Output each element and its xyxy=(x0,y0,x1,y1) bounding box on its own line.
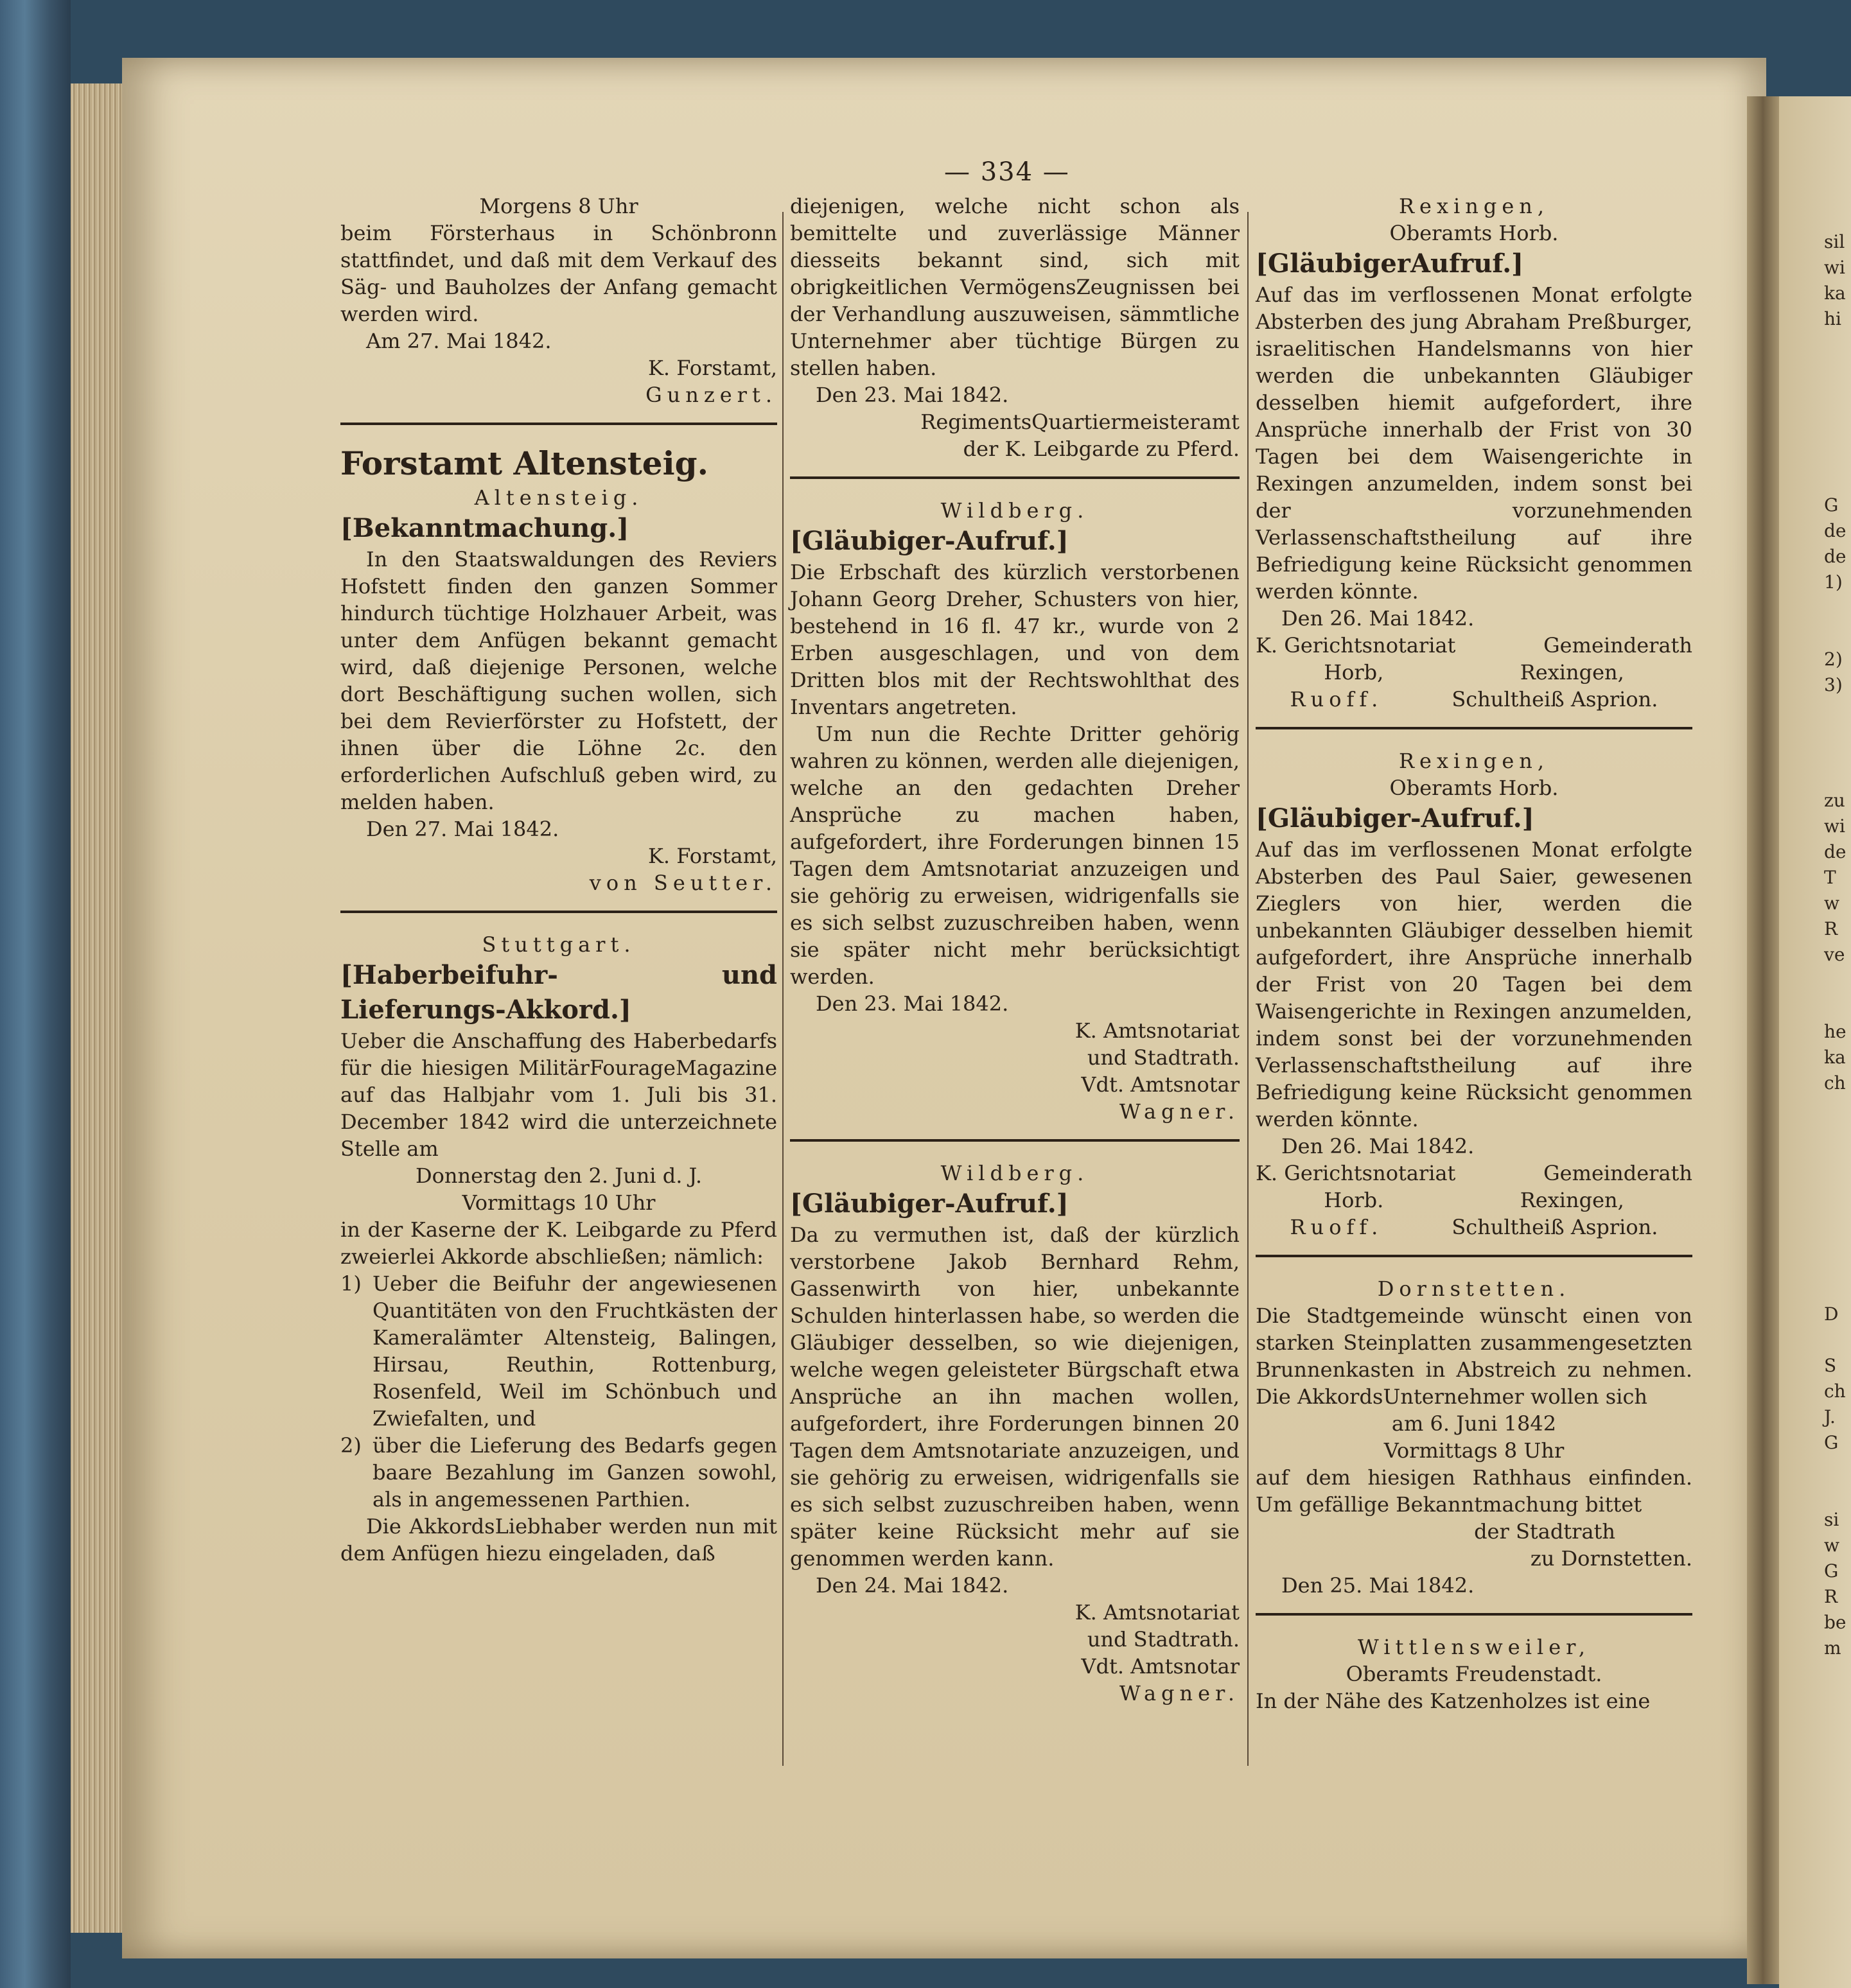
notice-title: [GläubigerAufruf.] xyxy=(1256,248,1524,279)
next-page-fragment: wi xyxy=(1824,815,1845,837)
next-page-fragment: G xyxy=(1824,1432,1839,1453)
column-3 xyxy=(1256,193,1692,1714)
notice-signature: K. Amtsnotariat xyxy=(1075,1600,1240,1625)
next-page-fragment: hi xyxy=(1824,308,1841,329)
signature-right: Gemeinderath xyxy=(1543,633,1692,658)
notice-signature: der Stadtrath xyxy=(1474,1519,1615,1544)
next-page-strip xyxy=(1779,96,1851,1988)
next-page-fragment: w xyxy=(1824,1535,1839,1556)
notice-date: Den 26. Mai 1842. xyxy=(1281,606,1475,631)
notice-signature: Vdt. Amtsnotar xyxy=(1081,1072,1240,1097)
notice-subplace: Oberamts Horb. xyxy=(1389,776,1559,800)
page-edges xyxy=(71,83,122,1933)
section-rule xyxy=(790,476,1240,479)
book-spine xyxy=(0,0,71,1988)
signature-row xyxy=(1256,1160,1692,1187)
notice-line: Donnerstag den 2. Juni d. J. xyxy=(415,1164,703,1188)
next-page-fragment: 1) xyxy=(1824,571,1843,593)
signature-right: Schultheiß Asprion. xyxy=(1452,687,1658,711)
list-item xyxy=(340,1432,777,1513)
next-page-fragment: 2) xyxy=(1824,649,1843,670)
notice-text: in der Kaserne der K. Leibgarde zu Pferd zweierlei Akkorde abschließen; nämlich: xyxy=(340,1217,777,1269)
next-page-fragment: R xyxy=(1824,1586,1838,1607)
notice-line: am 6. Juni 1842 xyxy=(1391,1411,1557,1436)
signature-right: Schultheiß Asprion. xyxy=(1452,1215,1658,1239)
signature-right: Gemeinderath xyxy=(1543,1161,1692,1185)
notice-place: Wildberg. xyxy=(940,498,1089,523)
notice-signature: zu Dornstetten. xyxy=(1530,1546,1692,1571)
column-divider xyxy=(1247,212,1249,1766)
book-gutter xyxy=(1747,96,1779,1984)
next-page-fragment: ka xyxy=(1824,1047,1846,1068)
signature-left: Horb, xyxy=(1324,660,1384,684)
notice-text: Die AkkordsLiebhaber werden nun mit dem Anfügen hiezu eingeladen, daß xyxy=(340,1514,777,1565)
next-page-fragment: de xyxy=(1824,546,1847,567)
section-rule xyxy=(1256,727,1692,729)
section-rule xyxy=(340,911,777,913)
notice-date: Am 27. Mai 1842. xyxy=(366,329,552,353)
next-page-fragment: 3) xyxy=(1824,674,1843,695)
notice-text: Die Stadtgemeinde wünscht einen von starken Steinplatten zusammengesetzten Brunnenkasten in Abstreich zu nehmen. Die AkkordsUnternehmer wollen sich xyxy=(1256,1304,1692,1409)
notice-text: Auf das im verflossenen Monat erfolgte Absterben des Paul Saier, gewesenen Zieglers von hier, werden die unbekannten Gläubiger desselben hiemit aufgefordert, ihre Ansprüche innerhalb der Frist von 20 Tagen bei dem Waisengerichte in Rexingen anzumelden, indem sonst bei der vorzunehmenden Verlassenschaftstheilung auf ihre Befriedigung keine Rücksicht genommen werden könnte. xyxy=(1256,837,1692,1131)
notice-place: Stuttgart. xyxy=(482,932,636,957)
next-page-fragment: si xyxy=(1824,1509,1839,1530)
notice-place: Rexingen, xyxy=(1398,194,1550,218)
notice-signature: K. Forstamt, xyxy=(648,356,777,380)
notice-place: Wittlensweiler, xyxy=(1357,1635,1591,1659)
notice-date: Den 24. Mai 1842. xyxy=(816,1573,1009,1598)
notice-subplace: Oberamts Horb. xyxy=(1389,221,1559,245)
signature-right: Rexingen, xyxy=(1520,1188,1624,1212)
column-1 xyxy=(340,193,777,1567)
next-page-fragment: zu xyxy=(1824,790,1845,811)
section-rule xyxy=(1256,1613,1692,1616)
notice-date: Den 26. Mai 1842. xyxy=(1281,1134,1475,1158)
notice-text: In den Staatswaldungen des Reviers Hofstett finden den ganzen Sommer hindurch tüchtige Holzhauer Arbeit, was unter dem Anfügen bekannt gemacht wird, daß diejenige Personen, welche dort Beschäftigung suchen wollen, sich bei dem Revierförster zu Hofstett, der ihnen über die Löhne 2c. den erforderlichen Aufschluß geben wird, zu melden haben. xyxy=(340,547,777,814)
next-page-fragment: S xyxy=(1824,1355,1837,1376)
section-rule xyxy=(1256,1255,1692,1257)
next-page-fragment: D xyxy=(1824,1304,1839,1325)
signature-left: K. Gerichtsnotariat xyxy=(1256,1161,1456,1185)
section-rule xyxy=(790,1139,1240,1142)
notice-text: Um nun die Rechte Dritter gehörig wahren zu können, werden alle diejenigen, welche an den gedachten Dreher Ansprüche zu machen haben, aufgefordert, ihre Forderungen binnen 15 Tagen dem Amtsnotariat anzuzeigen und sie gehörig zu erweisen, widrigenfalls sie es sich selbst zuzuschreiben haben, wenn sie später nicht mehr berücksichtigt werden. xyxy=(790,722,1240,989)
notice-signature: Gunzert. xyxy=(645,383,777,407)
notice-title: [Bekanntmachung.] xyxy=(340,513,629,543)
notice-signature: K. Amtsnotariat xyxy=(1075,1018,1240,1043)
next-page-fragment: be xyxy=(1824,1612,1847,1633)
notice-title: [Haberbeifuhr- und Lieferungs-Akkord.] xyxy=(340,960,777,1025)
signature-left: Horb. xyxy=(1324,1188,1384,1212)
notice-signature: von Seutter. xyxy=(589,871,777,895)
next-page-fragment: ch xyxy=(1824,1072,1846,1094)
notice-text: Auf das im verflossenen Monat erfolgte Absterben des jung Abraham Preßburger, israelitischen Handelsmanns von hier werden die unbekannten Gläubiger desselben hiemit aufgefordert, ihre Ansprüche innerhalb der Frist von 30 Tagen bei dem Waisengerichte in Rexingen anzumelden, indem sonst bei der vorzunehmenden Verlassenschaftstheilung auf ihre Befriedigung keine Rücksicht genommen werden könnte. xyxy=(1256,283,1692,604)
section-rule xyxy=(340,423,777,425)
signature-row xyxy=(1256,686,1692,713)
notice-place: Dornstetten. xyxy=(1377,1277,1571,1301)
next-page-fragment: R xyxy=(1824,918,1838,939)
next-page-fragment: ka xyxy=(1824,283,1846,304)
next-page-fragment: sil xyxy=(1824,231,1845,252)
notice-signature: Wagner. xyxy=(1119,1681,1240,1705)
signature-row xyxy=(1256,632,1692,659)
next-page-fragment: T xyxy=(1824,867,1836,888)
notice-title: [Gläubiger-Aufruf.] xyxy=(790,526,1069,556)
next-page-fragment: J. xyxy=(1824,1406,1836,1427)
next-page-fragment: G xyxy=(1824,494,1839,516)
section-heading: Forstamt Altensteig. xyxy=(340,444,708,482)
notice-place: Wildberg. xyxy=(940,1161,1089,1185)
notice-signature: RegimentsQuartiermeisteramt xyxy=(920,410,1240,434)
notice-date: Den 23. Mai 1842. xyxy=(816,383,1009,407)
notice-text: beim Försterhaus in Schönbronn stattfindet, und daß mit dem Verkauf des Säg- und Bauholzes der Anfang gemacht werden wird. xyxy=(340,221,777,326)
next-page-fragment: wi xyxy=(1824,257,1845,278)
notice-date: Den 25. Mai 1842. xyxy=(1281,1573,1475,1598)
notice-text: In der Nähe des Katzenholzes ist eine xyxy=(1256,1689,1651,1713)
list-item xyxy=(340,1270,777,1432)
notice-signature: K. Forstamt, xyxy=(648,844,777,868)
next-page-fragment: ch xyxy=(1824,1381,1846,1402)
notice-place: Altensteig. xyxy=(474,485,644,510)
notice-signature: Vdt. Amtsnotar xyxy=(1081,1654,1240,1678)
page-number: — 334 — xyxy=(944,157,1070,187)
next-page-fragment: de xyxy=(1824,841,1847,862)
list-text: Ueber die Beifuhr der angewiesenen Quantitäten von den Fruchtkästen der Kameralämter Altensteig, Balingen, Hirsau, Reuthin, Rottenburg, Rosenfeld, Weil im Schönbuch und Zwiefalten, und xyxy=(373,1271,777,1431)
notice-date: Den 27. Mai 1842. xyxy=(366,817,559,841)
notice-text: Ueber die Anschaffung des Haberbedarfs für die hiesigen MilitärFourageMagazine auf das Halbjahr vom 1. Juli bis 31. December 1842 wird die unterzeichnete Stelle am xyxy=(340,1029,777,1161)
signature-left: K. Gerichtsnotariat xyxy=(1256,633,1456,658)
notice-signature: und Stadtrath. xyxy=(1087,1627,1240,1652)
notice-signature: der K. Leibgarde zu Pferd. xyxy=(963,437,1240,461)
notice-title: [Gläubiger-Aufruf.] xyxy=(1256,803,1534,833)
next-page-fragment: G xyxy=(1824,1560,1839,1582)
notice-date: Den 23. Mai 1842. xyxy=(816,991,1009,1016)
notice-time: Morgens 8 Uhr xyxy=(479,194,638,218)
notice-place: Rexingen, xyxy=(1398,749,1550,773)
notice-text: Da zu vermuthen ist, daß der kürzlich verstorbene Jakob Bernhard Rehm, Gassenwirth von hier, unbekannte Schulden hinterlassen habe, so werden die Gläubiger desselben, so wie diejenigen, welche wegen geleisteter Bürgschaft etwa Ansprüche an ihn machen wollen, aufgefordert, ihre Forderungen binnen 20 Tagen dem Amtsnotariate anzuzeigen, und sie gehörig zu erweisen, widrigenfalls sie es sich selbst zuzuschreiben haben, wenn später keine Rücksicht mehr auf sie genommen werden kann. xyxy=(790,1223,1240,1571)
signature-left: Ruoff. xyxy=(1290,1215,1383,1239)
notice-title: [Gläubiger-Aufruf.] xyxy=(790,1189,1069,1219)
notice-signature: Wagner. xyxy=(1119,1099,1240,1124)
signature-right: Rexingen, xyxy=(1520,660,1624,684)
next-page-fragment: de xyxy=(1824,520,1847,541)
column-2 xyxy=(790,193,1240,1707)
column-divider xyxy=(782,212,784,1766)
notice-text: Die Erbschaft des kürzlich verstorbenen Johann Georg Dreher, Schusters von hier, bestehend in 16 fl. 47 kr., wurde von 2 Erben ausgeschlagen, und von dem Dritten blos mit der Rechtswohlthat des Inventars angetreten. xyxy=(790,560,1240,719)
list-text: über die Lieferung des Bedarfs gegen baare Bezahlung im Ganzen sowohl, als in angemessenen Parthien. xyxy=(373,1433,777,1512)
next-page-fragment: ve xyxy=(1824,944,1845,965)
next-page-fragment: m xyxy=(1824,1637,1841,1659)
next-page-fragment: w xyxy=(1824,893,1839,914)
notice-line: Vormittags 10 Uhr xyxy=(462,1190,656,1215)
notice-signature: und Stadtrath. xyxy=(1087,1045,1240,1070)
notice-subplace: Oberamts Freudenstadt. xyxy=(1346,1662,1602,1686)
signature-row xyxy=(1256,1187,1692,1214)
notice-text: auf dem hiesigen Rathhaus einfinden. Um gefällige Bekanntmachung bittet xyxy=(1256,1465,1692,1517)
notice-text: diejenigen, welche nicht schon als bemittelte und zuverlässige Männer diesseits bekannt sind, sich mit obrigkeitlichen VermögensZeugnissen bei der Verhandlung auszuweisen, sämmtliche Unternehmer aber tüchtige Bürgen zu stellen haben. xyxy=(790,194,1240,380)
list-number: 2) xyxy=(340,1433,362,1458)
list-number: 1) xyxy=(340,1271,362,1296)
signature-left: Ruoff. xyxy=(1290,687,1383,711)
signature-row xyxy=(1256,1214,1692,1241)
signature-row xyxy=(1256,659,1692,686)
next-page-fragment: he xyxy=(1824,1021,1847,1042)
notice-line: Vormittags 8 Uhr xyxy=(1383,1438,1565,1463)
